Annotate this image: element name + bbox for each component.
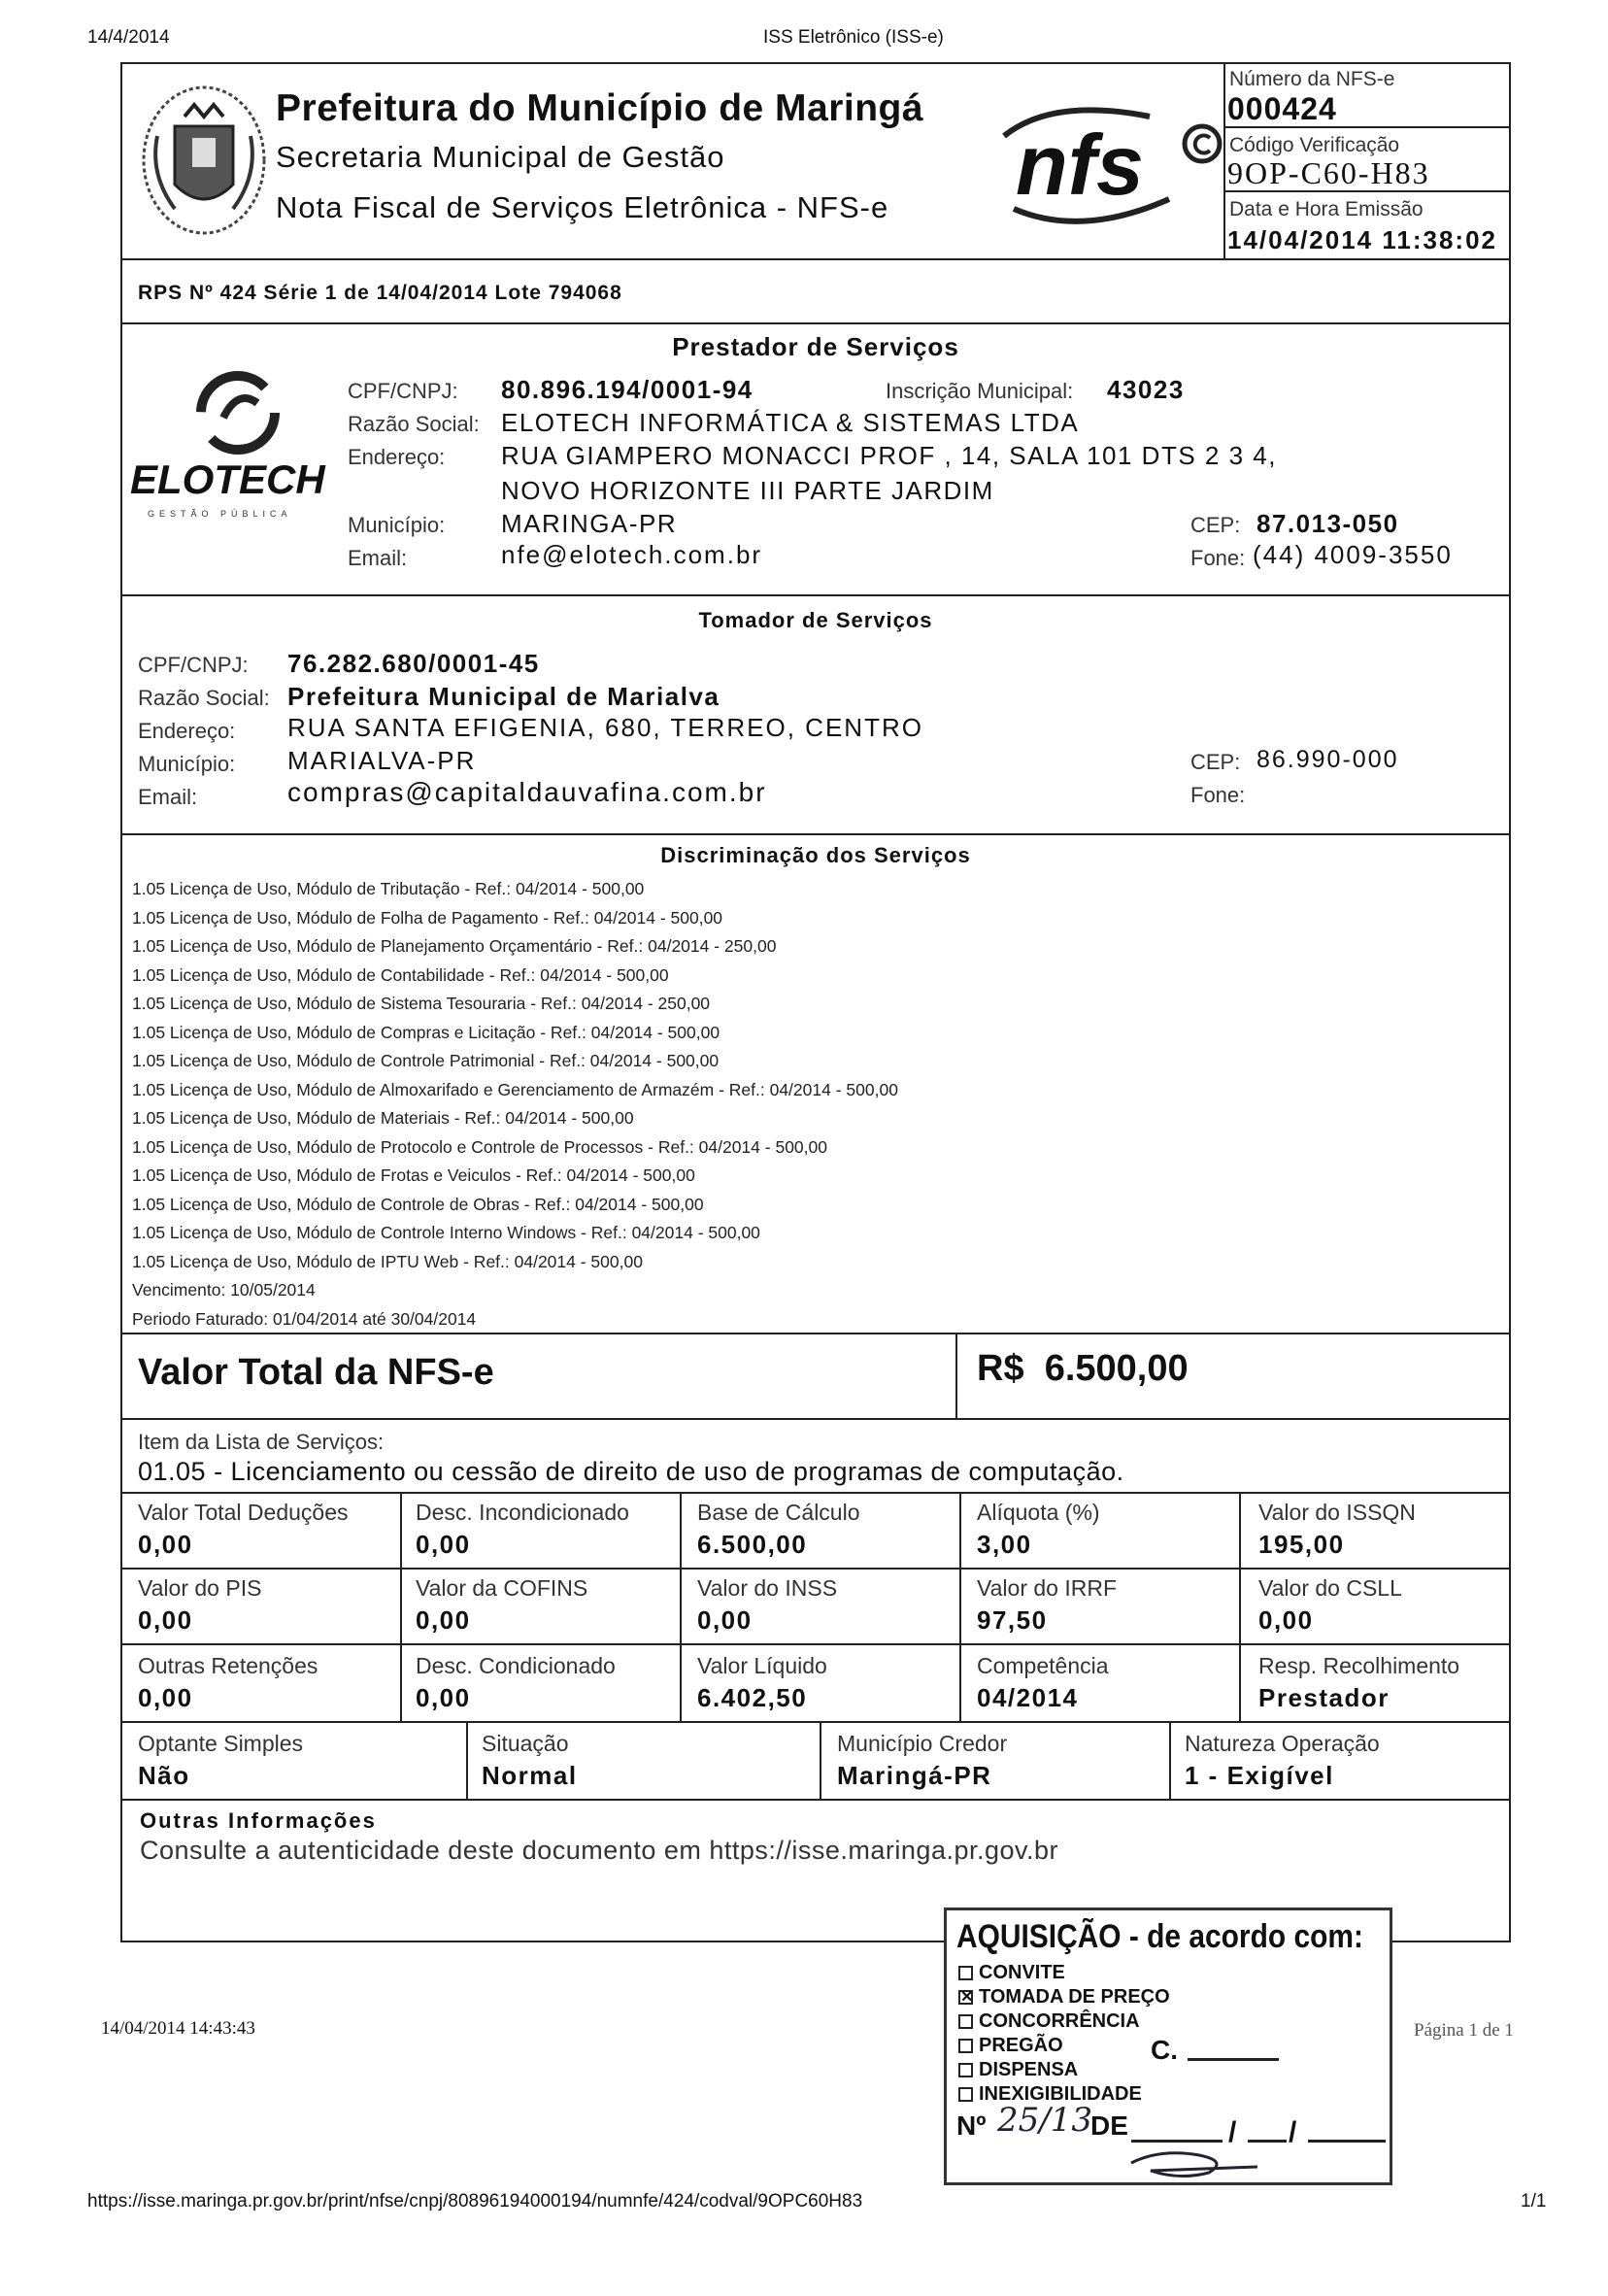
prestador-endereco-value1: RUA GIAMPERO MONACCI PROF , 14, SALA 101 DTS 2 3 4, [501,441,1277,470]
signature-icon [1122,2144,1267,2182]
grid-cell-pis: Valor do PIS 0,00 [138,1575,262,1635]
stamp-no-value: 25/13 [997,2101,1092,2140]
service-line: 1.05 Licença de Uso, Módulo de Compras e Licitação - Ref.: 04/2014 - 500,00 [132,1022,720,1042]
stamp-option-tomada-de-preco: ✕ TOMADA DE PREÇO [960,1986,1170,2008]
grid-cell-resp-recolhimento: Resp. Recolhimento Prestador [1258,1653,1460,1712]
print-date: 14/4/2014 [87,27,170,48]
checkbox-icon [958,2063,973,2077]
checkbox-icon [958,2087,973,2102]
service-line: 1.05 Licença de Uso, Módulo de Tributação - Ref.: 04/2014 - 500,00 [132,879,645,898]
print-timestamp: 14/04/2014 14:43:43 [101,2018,255,2039]
secretaria-name: Secretaria Municipal de Gestão [276,140,725,174]
grid-cell-aliquota: Alíquota (%) 3,00 [977,1500,1100,1559]
prestador-cnpj-value: 80.896.194/0001-94 [501,375,754,404]
tomador-email-label: Email: [138,785,198,809]
grid-cell-outras-retencoes: Outras Retenções 0,00 [138,1653,318,1712]
grid-cell-base-calculo: Base de Cálculo 6.500,00 [697,1500,860,1559]
grid-cell-desc-incondicionado: Desc. Incondicionado 0,00 [416,1500,629,1559]
print-page: Página 1 de 1 [1414,2020,1514,2041]
municipal-crest-icon [136,78,272,243]
tomador-endereco-value: RUA SANTA EFIGENIA, 680, TERREO, CENTRO [287,713,923,742]
municipio-credor: Município Credor Maringá-PR [837,1731,1008,1790]
print-url[interactable]: https://isse.maringa.pr.gov.br/print/nfse/cnpj/80896194000194/numnfe/424/codval/9OPC60H83 [87,2191,863,2212]
grid-cell-csll: Valor do CSLL 0,00 [1258,1575,1402,1635]
vencimento-line: Vencimento: 10/05/2014 [132,1280,316,1300]
tomador-municipio-label: Município: [138,752,236,776]
stamp-option-inexigibilidade: INEXIGIBILIDADE [958,2082,1170,2107]
prestador-razao-value: ELOTECH INFORMÁTICA & SISTEMAS LTDA [501,408,1080,437]
natureza-operacao: Natureza Operação 1 - Exigível [1185,1731,1380,1790]
stamp-option-dispensa: DISPENSA [958,2058,1170,2082]
prestador-municipio-label: Município: [348,513,446,537]
item-lista-label: Item da Lista de Serviços: [138,1430,385,1454]
codigo-label: Código Verificação [1229,134,1400,156]
service-line: 1.05 Licença de Uso, Módulo de IPTU Web - Ref.: 04/2014 - 500,00 [132,1251,643,1271]
codigo-value: 9OP-C60-H83 [1227,155,1430,190]
tomador-municipio-value: MARIALVA-PR [287,746,477,775]
stamp-no-label: Nº [956,2110,987,2141]
tomador-cep-label: CEP: [1190,750,1241,774]
situacao: Situação Normal [482,1731,578,1790]
prestador-fone-value: (44) 4009-3550 [1253,540,1453,569]
grid-cell-desc-condicionado: Desc. Condicionado 0,00 [416,1653,616,1712]
numero-label: Número da NFS-e [1229,68,1395,90]
outras-informacoes-label: Outras Informações [140,1808,377,1833]
tomador-title: Tomador de Serviços [698,608,933,632]
document-type: Nota Fiscal de Serviços Eletrônica - NFS-e [276,190,889,224]
prestador-razao-label: Razão Social: [348,412,480,436]
tomador-cnpj-value: 76.282.680/0001-45 [287,649,540,678]
grid-cell-irrf: Valor do IRRF 97,50 [977,1575,1118,1635]
stamp-option-pregao: PREGÃO [958,2034,1170,2058]
service-line: 1.05 Licença de Uso, Módulo de Controle Patrimonial - Ref.: 04/2014 - 500,00 [132,1051,720,1070]
print-title: ISS Eletrônico (ISS-e) [763,27,944,48]
elotech-logo [126,369,350,524]
prestador-cep-label: CEP: [1190,513,1241,537]
data-emissao-label: Data e Hora Emissão [1229,198,1424,220]
tomador-email-value: compras@capitaldauvafina.com.br [287,777,767,807]
grid-cell-cofins: Valor da COFINS 0,00 [416,1575,588,1635]
stamp-option-concorrencia: CONCORRÊNCIA [958,2009,1170,2034]
service-line: 1.05 Licença de Uso, Módulo de Controle Interno Windows - Ref.: 04/2014 - 500,00 [132,1223,760,1242]
stamp-option-convite: CONVITE [958,1961,1170,1985]
stamp-options [958,1961,1170,2107]
aquisicao-stamp: AQUISIÇÃO - de acordo com: CONVITE ✕ TOMADA DE PREÇO CONCORRÊNCIA PREGÃO DISPENSA INEXIGIBILIDADE C. Nº 25/13 DE / / [944,1908,1392,2185]
service-line: 1.05 Licença de Uso, Módulo de Contabilidade - Ref.: 04/2014 - 500,00 [132,964,669,985]
prestador-municipio-value: MARINGA-PR [501,509,678,538]
service-line: 1.05 Licença de Uso, Módulo de Almoxarifado e Gerenciamento de Armazém - Ref.: 04/2014 - 500,00 [132,1079,898,1099]
item-lista-value: 01.05 - Licenciamento ou cessão de direito de uso de programas de computação. [138,1457,1124,1486]
stamp-c-label: C. [1151,2035,1178,2065]
periodo-line: Periodo Faturado: 01/04/2014 até 30/04/2014 [132,1308,477,1329]
service-line: 1.05 Licença de Uso, Módulo de Sistema Tesouraria - Ref.: 04/2014 - 250,00 [132,994,711,1013]
optante-simples: Optante Simples Não [138,1731,304,1790]
tomador-cep-value: 86.990-000 [1256,746,1399,773]
service-line: 1.05 Licença de Uso, Módulo de Controle de Obras - Ref.: 04/2014 - 500,00 [132,1194,704,1214]
checkbox-icon [958,2039,973,2053]
tomador-razao-label: Razão Social: [138,686,270,710]
grid-cell-deducoes: Valor Total Deduções 0,00 [138,1500,349,1559]
discriminacao-title: Discriminação dos Serviços [660,843,971,867]
prestador-email-value: nfe@elotech.com.br [501,540,763,569]
nfse-logo-text: nfs [1016,117,1144,213]
discriminacao-list [132,875,898,1334]
prestador-im-label: Inscrição Municipal: [886,379,1074,403]
total-value: R$ 6.500,00 [977,1348,1189,1389]
service-line: 1.05 Licença de Uso, Módulo de Protocolo e Controle de Processos - Ref.: 04/2014 - 500,00 [132,1136,827,1157]
print-page-count: 1/1 [1521,2191,1547,2212]
prestador-title: Prestador de Serviços [672,332,959,361]
tomador-razao-value: Prefeitura Municipal de Marialva [287,682,720,711]
tomador-endereco-label: Endereço: [138,719,236,743]
prestador-endereco-label: Endereço: [348,445,446,469]
service-line: 1.05 Licença de Uso, Módulo de Planejamento Orçamentário - Ref.: 04/2014 - 250,00 [132,936,777,956]
total-label: Valor Total da NFS-e [138,1352,494,1393]
grid-cell-competencia: Competência 04/2014 [977,1653,1109,1712]
prestador-email-label: Email: [348,546,408,570]
elotech-logo-name: ELOTECH [130,456,325,502]
data-emissao-value: 14/04/2014 11:38:02 [1227,225,1497,254]
prestador-im-value: 43023 [1107,375,1185,404]
checkbox-checked-icon: ✕ [960,1989,974,2006]
grid-cell-issqn: Valor do ISSQN 195,00 [1258,1500,1416,1559]
checkbox-icon [958,1966,973,1980]
tomador-fone-label: Fone: [1190,783,1246,807]
prestador-cep-value: 87.013-050 [1256,509,1399,538]
org-name: Prefeitura do Município de Maringá [276,87,924,129]
stamp-de-label: DE [1090,2110,1128,2141]
nfse-logo [994,97,1227,233]
service-line: 1.05 Licença de Uso, Módulo de Frotas e Veiculos - Ref.: 04/2014 - 500,00 [132,1165,695,1185]
elotech-logo-sub: GESTÃO PÚBLICA [148,509,292,519]
numero-value: 000424 [1227,91,1337,126]
rps-line: RPS Nº 424 Série 1 de 14/04/2014 Lote 794068 [138,282,622,304]
checkbox-icon [958,2014,973,2029]
stamp-title: AQUISIÇÃO - de acordo com: [956,1918,1363,1955]
tomador-cnpj-label: CPF/CNPJ: [138,653,249,677]
prestador-cnpj-label: CPF/CNPJ: [348,379,458,403]
prestador-fone-label: Fone: [1190,546,1246,570]
outras-informacoes-value: Consulte a autenticidade deste documento em https://isse.maringa.pr.gov.br [140,1836,1059,1865]
grid-cell-inss: Valor do INSS 0,00 [697,1575,838,1635]
grid-cell-valor-liquido: Valor Líquido 6.402,50 [697,1653,827,1712]
service-line: 1.05 Licença de Uso, Módulo de Materiais - Ref.: 04/2014 - 500,00 [132,1108,634,1128]
prestador-endereco-value2: NOVO HORIZONTE III PARTE JARDIM [501,476,994,505]
service-line: 1.05 Licença de Uso, Módulo de Folha de Pagamento - Ref.: 04/2014 - 500,00 [132,907,723,928]
